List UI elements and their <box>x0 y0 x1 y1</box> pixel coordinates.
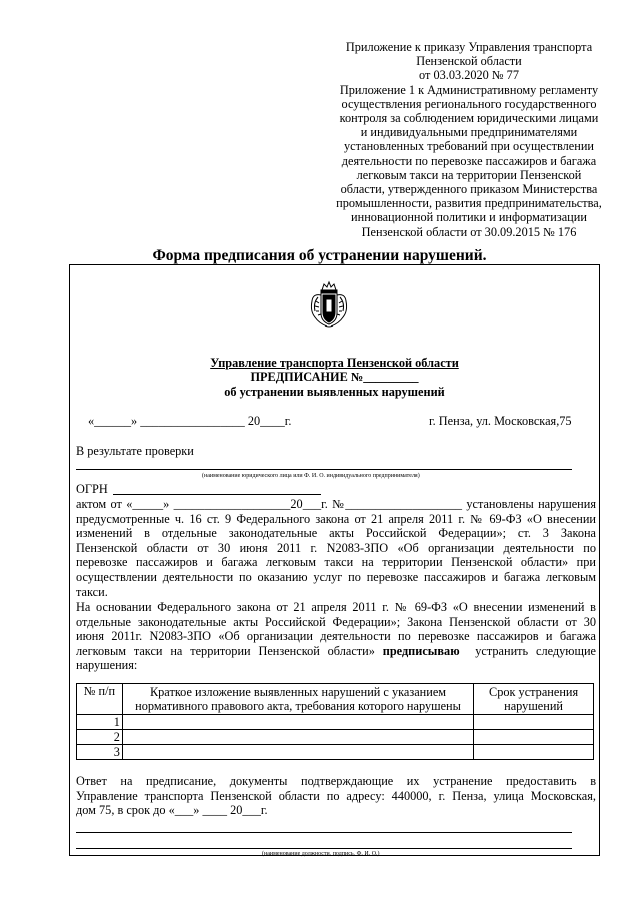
ogrn-line[interactable] <box>113 494 321 495</box>
column-header-description: Краткое изложение выявленных нарушений с указанием нормативного правового акта, требования которого нарушены <box>122 684 473 715</box>
paragraph-line <box>76 644 596 659</box>
violations-table <box>76 683 594 760</box>
inspection-label: В результате проверки <box>76 444 194 458</box>
appendix-line: Пензенской области <box>416 54 522 69</box>
deadline-cell[interactable] <box>474 745 594 760</box>
column-header-deadline: Срок устранения нарушений <box>474 684 594 715</box>
place-of-issue: г. Пенза, ул. Московская,75 <box>429 414 572 428</box>
appendix-line: Приложение 1 к Административному регламенту <box>339 82 599 97</box>
table-row <box>77 730 594 745</box>
row-number: 3 <box>77 745 123 760</box>
date-field[interactable]: «______» _________________ 20____г. <box>88 414 292 428</box>
appendix-block <box>318 40 620 239</box>
act-paragraph <box>76 497 596 599</box>
deadline-cell[interactable] <box>474 730 594 745</box>
table-row <box>77 745 594 760</box>
prescribe-keyword: предписываю <box>382 643 460 658</box>
appendix-line: легковым такси на территории Пензенской <box>356 167 582 182</box>
appendix-line: от 03.03.2020 № 77 <box>419 68 519 83</box>
basis-text: устранить следующие <box>475 643 596 658</box>
paragraph-line: изменений в отдельные законодательные акты Российской Федерации»; ст. 3 Закона <box>76 526 596 541</box>
appendix-line: установленных требований при осуществлении <box>344 139 594 154</box>
inspected-entity-line[interactable] <box>76 469 572 470</box>
ogrn-label: ОГРН <box>76 482 108 496</box>
appendix-line: инновационной политики и информатизации <box>351 210 587 225</box>
row-number: 1 <box>77 715 123 730</box>
table-header-row <box>77 684 594 715</box>
paragraph-line: Пензенской области от 30 июня 2011 г. N2083-ЗПО «Об организации деятельности по <box>76 540 596 555</box>
basis-paragraph <box>76 600 596 673</box>
paragraph-line: Управление транспорта Пензенской области по адресу: 440000, г. Пенза, улица Московская, <box>76 788 596 803</box>
appendix-line: деятельности по перевозке пассажиров и багажа <box>341 153 597 168</box>
paragraph-line: такси. <box>76 584 108 599</box>
paragraph-line: перевозке пассажиров и багажа легковым такси на территории Пензенской области» при <box>76 555 596 570</box>
appendix-line: контроля за соблюдением юридическими лицами <box>339 111 599 126</box>
inspected-entity-caption: (наименование юридического лица или Ф. И. О. индивидуального предпринимателя) <box>202 473 420 479</box>
coat-of-arms-icon <box>307 279 351 329</box>
appendix-line: и индивидуальными предпринимателями <box>360 125 578 140</box>
paragraph-line: Ответ на предписание, документы подтверждающие их устранение предоставить в <box>76 774 596 788</box>
violation-description-cell[interactable] <box>122 745 473 760</box>
signature-line[interactable] <box>76 848 572 849</box>
document-type: ПРЕДПИСАНИЕ №_________ <box>250 370 419 384</box>
signature-caption: (наименование должности, подпись, Ф. И. О.) <box>262 851 380 857</box>
paragraph-line: На основании Федерального закона от 21 апреля 2011 г. № 69-ФЗ «О внесении изменений в <box>76 600 596 614</box>
row-number: 2 <box>77 730 123 745</box>
paragraph-line: дом 75, в срок до «___» ____ 20___г. <box>76 803 268 818</box>
deadline-cell[interactable] <box>474 715 594 730</box>
response-paragraph <box>76 774 596 818</box>
appendix-line: промышленности, развития предпринимательства, <box>336 196 602 211</box>
form-title: Форма предписания об устранении нарушений. <box>152 247 487 264</box>
column-header-number: № п/п <box>77 684 123 715</box>
paragraph-line: отдельные законодательные акты Российской Федерации»; Закона Пензенской области от 30 <box>76 614 596 629</box>
paragraph-line: нарушения: <box>76 658 138 673</box>
paragraph-line: осуществлении деятельности по оказанию услуг по перевозке пассажиров и багажа легковым <box>76 569 596 584</box>
authority-title: Управление транспорта Пензенской области <box>210 356 459 370</box>
violation-description-cell[interactable] <box>122 715 473 730</box>
appendix-line: Пензенской области от 30.09.2015 № 176 <box>361 224 577 239</box>
paragraph-line: актом от «_____» ___________________20___г. №___________________ установлены нарушения <box>76 497 596 511</box>
table-row <box>77 715 594 730</box>
signature-line[interactable] <box>76 832 572 833</box>
violation-description-cell[interactable] <box>122 730 473 745</box>
appendix-line: Приложение к приказу Управления транспорта <box>345 40 593 54</box>
document-subtitle: об устранении выявленных нарушений <box>224 385 445 399</box>
paragraph-line: предусмотренные ч. 16 ст. 9 Федерального закона от 21 апреля 2011 г. № 69-ФЗ «О внесении <box>76 511 596 526</box>
paragraph-line: июня 2011г. N2083-ЗПО «Об организации деятельности по перевозке пассажиров и багажа <box>76 629 596 644</box>
appendix-line: осуществления регионального государственного <box>341 96 597 111</box>
basis-text: легковым такси на территории Пензенской области» <box>76 643 375 658</box>
appendix-line: области, утвержденного приказом Министерства <box>340 182 598 197</box>
